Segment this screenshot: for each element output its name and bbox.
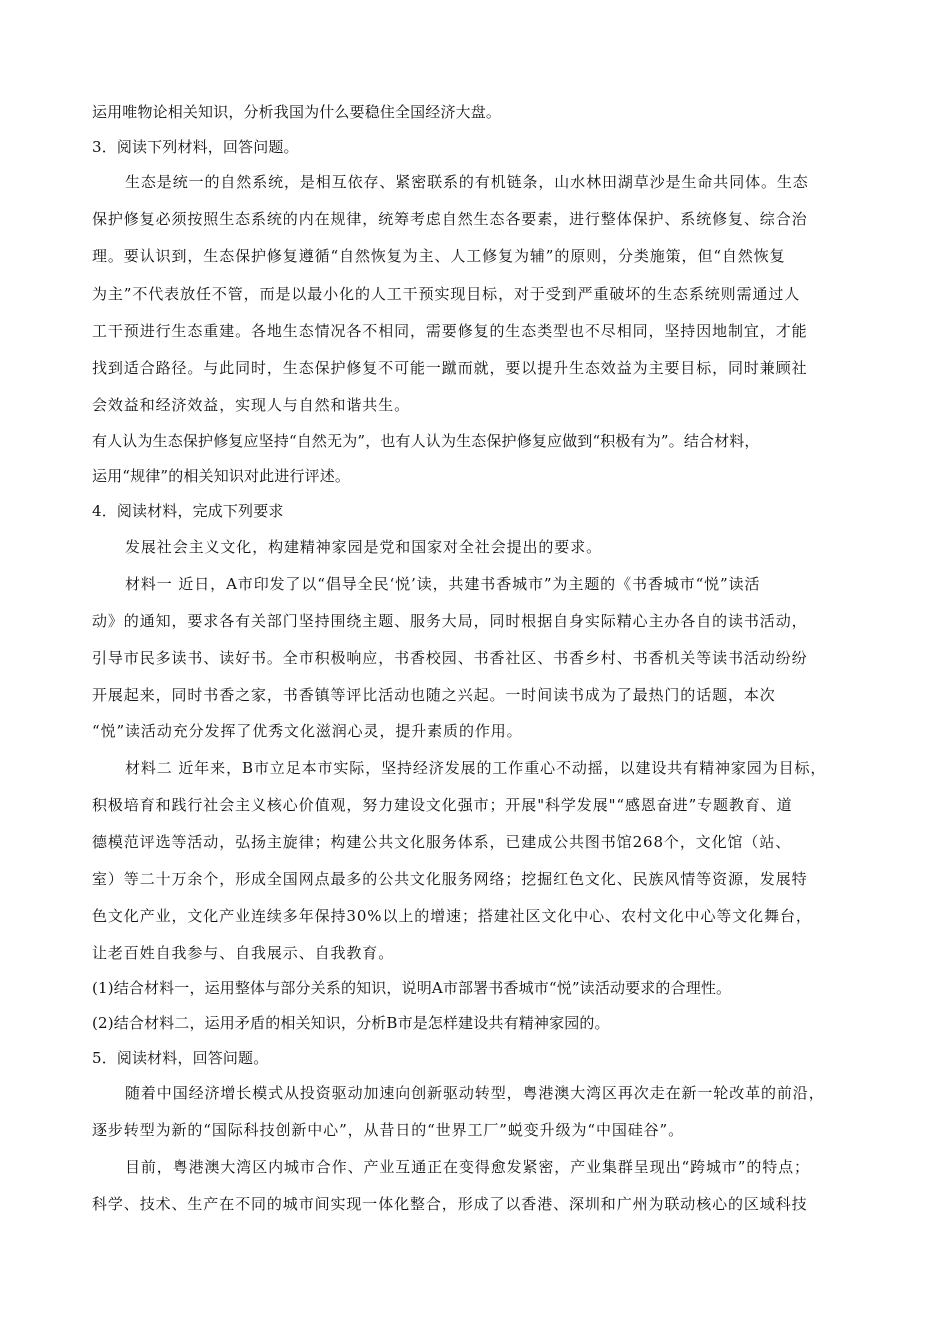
q3-material-line: 理。要认识到，生态保护修复遵循“自然恢复为主、人工修复为辅”的原则，分类施策，但“自然恢复 bbox=[92, 247, 786, 265]
q3-material-line: 会效益和经济效益，实现人与自然和谐共生。 bbox=[92, 396, 411, 414]
q4-material1-line: 动》的通知，要求各有关部门坚持围绕主题、服务大局，同时根据自身实际精心主办各自的读书活动， bbox=[92, 612, 808, 630]
q3-material-line: 工干预进行生态重建。各地生态情况各不相同，需要修复的生态类型也不尽相同，坚持因地制宜，才能 bbox=[92, 322, 808, 340]
q4-material2-line: 色文化产业，文化产业连续多年保持30%以上的增速；搭建社区文化中心、农村文化中心等文化舞台， bbox=[92, 907, 812, 925]
q4-material1-line: 开展起来，同时书香之家，书香镇等评比活动也随之兴起。一时间读书成为了最热门的话题，本次 bbox=[92, 686, 776, 704]
q3-material-line: 为主”不代表放任不管，而是以最小化的人工干预实现目标，对于受到严重破坏的生态系统则需通过人 bbox=[92, 285, 801, 303]
q4-material2-line: 积极培育和践行社会主义核心价值观，努力建设文化强市；开展"科学发展"“感恩奋进”专题教育、道 bbox=[92, 796, 793, 814]
q5-material-line: 随着中国经济增长模式从投资驱动加速向创新驱动转型，粤港澳大湾区再次走在新一轮改革的前沿， bbox=[125, 1084, 825, 1102]
q4-material1-line: 材料一 近日，A市印发了以“倡导全民‘悦’读，共建书香城市”为主题的《书香城市“悦”读活 bbox=[125, 575, 761, 593]
q4-sub-question-2: (2)结合材料二，运用矛盾的相关知识，分析B市是怎样建设共有精神家园的。 bbox=[92, 1014, 610, 1032]
q4-material1-line: 引导市民多读书、读好书。全市积极响应，书香校园、书香社区、书香乡村、书香机关等读书活动纷纷 bbox=[92, 649, 808, 667]
q5-material-line: 目前，粤港澳大湾区内城市合作、产业互通正在变得愈发紧密，产业集群呈现出“跨城市”的特点； bbox=[125, 1158, 810, 1176]
q3-material-line: 保护修复必须按照生态系统的内在规律，统筹考虑自然生态各要素，进行整体保护、系统修复、综合治 bbox=[92, 210, 808, 228]
q4-title: 4．阅读材料，完成下列要求 bbox=[92, 502, 284, 520]
q4-material2-line: 材料二 近年来，B市立足本市实际，坚持经济发展的工作重心不动摇，以建设共有精神家园为目标， bbox=[125, 759, 827, 777]
q4-intro: 发展社会主义文化，构建精神家园是党和国家对全社会提出的要求。 bbox=[125, 538, 603, 556]
q4-material1-line: “悦”读活动充分发挥了优秀文化滋润心灵，提升素质的作用。 bbox=[92, 722, 523, 740]
q5-material-line: 科学、技术、生产在不同的城市间实现一体化整合，形成了以香港、深圳和广州为联动核心的区域科技 bbox=[92, 1195, 808, 1213]
q3-title: 3．阅读下列材料，回答问题。 bbox=[92, 138, 299, 156]
q4-material2-line: 室）等二十万余个，形成全国网点最多的公共文化服务网络；挖掘红色文化、民族风情等资源，发展特 bbox=[92, 870, 808, 888]
q4-sub-question-1: (1)结合材料一，运用整体与部分关系的知识，说明A市部署书香城市“悦”读活动要求的合理性。 bbox=[92, 979, 732, 997]
q3-material-line: 找到适合路径。与此同时，生态保护修复不可能一蹴而就，要以提升生态效益为主要目标，同时兼顾社 bbox=[92, 359, 808, 377]
q3-question-line: 运用“规律”的相关知识对此进行评述。 bbox=[92, 467, 351, 485]
q4-material2-line: 让老百姓自我参与、自我展示、自我教育。 bbox=[92, 944, 395, 962]
q5-material-line: 逐步转型为新的“国际科技创新中心”，从昔日的“世界工厂”蜕变升级为“中国硅谷”。 bbox=[92, 1121, 685, 1139]
q5-title: 5．阅读材料，回答问题。 bbox=[92, 1049, 269, 1067]
q3-question-line: 有人认为生态保护修复应坚持“自然无为”，也有人认为生态保护修复应做到“积极有为”。结合材料， bbox=[92, 432, 760, 450]
q4-material2-line: 德模范评选等活动，弘扬主旋律；构建公共文化服务体系，已建成公共图书馆268个，文化馆（站、 bbox=[92, 833, 792, 851]
q2-question-tail: 运用唯物论相关知识，分析我国为什么要稳住全国经济大盘。 bbox=[92, 103, 502, 121]
q3-material-line: 生态是统一的自然系统，是相互依存、紧密联系的有机链条，山水林田湖草沙是生命共同体。生态 bbox=[125, 173, 809, 191]
